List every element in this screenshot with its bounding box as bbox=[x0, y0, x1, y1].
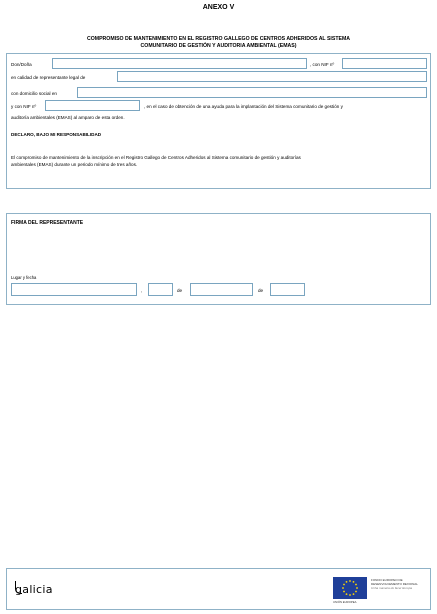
dia-field[interactable] bbox=[148, 283, 173, 296]
don-field[interactable] bbox=[52, 58, 307, 69]
compromiso-text bbox=[11, 155, 428, 168]
nif2-label: y con NIF nº bbox=[11, 104, 37, 109]
eu-caption: UNIÓN EUROPEA bbox=[333, 600, 357, 604]
ayuda-line-2: auditoría ambientales (EMAS) al amparo de esta orden. bbox=[11, 115, 125, 120]
nif2-field[interactable] bbox=[45, 100, 140, 111]
feder-line-3: Unha maneira de facer Europa bbox=[371, 586, 413, 590]
footer-box bbox=[6, 568, 431, 610]
representante-label: en calidad de representante legal de bbox=[11, 75, 86, 80]
document-title: ANEXO V bbox=[202, 4, 235, 11]
eu-flag-icon bbox=[333, 577, 367, 599]
domicilio-label: con domicilio social en bbox=[11, 91, 57, 96]
declaration-box bbox=[6, 53, 431, 189]
eu-stars-icon bbox=[333, 577, 367, 599]
subtitle-line-2: COMUNITARIO DE GESTIÓN Y AUDITORIA AMBIENTAL (EMAS) bbox=[140, 43, 297, 49]
feder-text bbox=[371, 578, 418, 590]
nif-label: , con NIF nº bbox=[310, 62, 335, 67]
compromiso-line-1: El compromiso de mantenimiento de la inscripción en el Registro Gallego de Centros Adheridos al Sistema comunitario de gestión y auditorías bbox=[11, 155, 301, 160]
lugar-field[interactable] bbox=[11, 283, 137, 296]
representante-field[interactable] bbox=[117, 71, 427, 82]
don-label: Don/Doña bbox=[11, 62, 32, 67]
ayuda-line-1: , en el caso de obtención de una ayuda para la implantación del Sistema comunitario de gestión y bbox=[144, 104, 343, 109]
de-label-2: de bbox=[258, 288, 264, 293]
document-subtitle bbox=[10, 36, 427, 50]
anio-field[interactable] bbox=[270, 283, 305, 296]
firma-heading: FIRMA DEL REPRESENTANTE bbox=[11, 220, 84, 226]
feder-line-2: DESENVOLVEMENTO REXIONAL bbox=[371, 582, 418, 586]
mes-field[interactable] bbox=[190, 283, 253, 296]
de-label-1: de bbox=[177, 288, 183, 293]
lugar-label: Lugar y fecha bbox=[11, 275, 37, 280]
feder-line-1: FONDO EUROPEO DE bbox=[371, 578, 403, 582]
galicia-logo: galicia bbox=[15, 583, 53, 596]
nif-field[interactable] bbox=[342, 58, 427, 69]
domicilio-field[interactable] bbox=[77, 87, 427, 98]
firma-box bbox=[6, 213, 431, 305]
declaro-heading: DECLARO, BAJO MI RESPONSABILIDAD bbox=[11, 132, 102, 137]
subtitle-line-1: COMPROMISO DE MANTENIMIENTO EN EL REGISTRO GALLEGO DE CENTROS ADHERIDOS AL SISTEMA bbox=[86, 36, 351, 42]
compromiso-line-2: ambientales (EMAS) durante un periodo mínimo de tres años. bbox=[11, 161, 138, 167]
comma-separator: , bbox=[141, 288, 143, 293]
